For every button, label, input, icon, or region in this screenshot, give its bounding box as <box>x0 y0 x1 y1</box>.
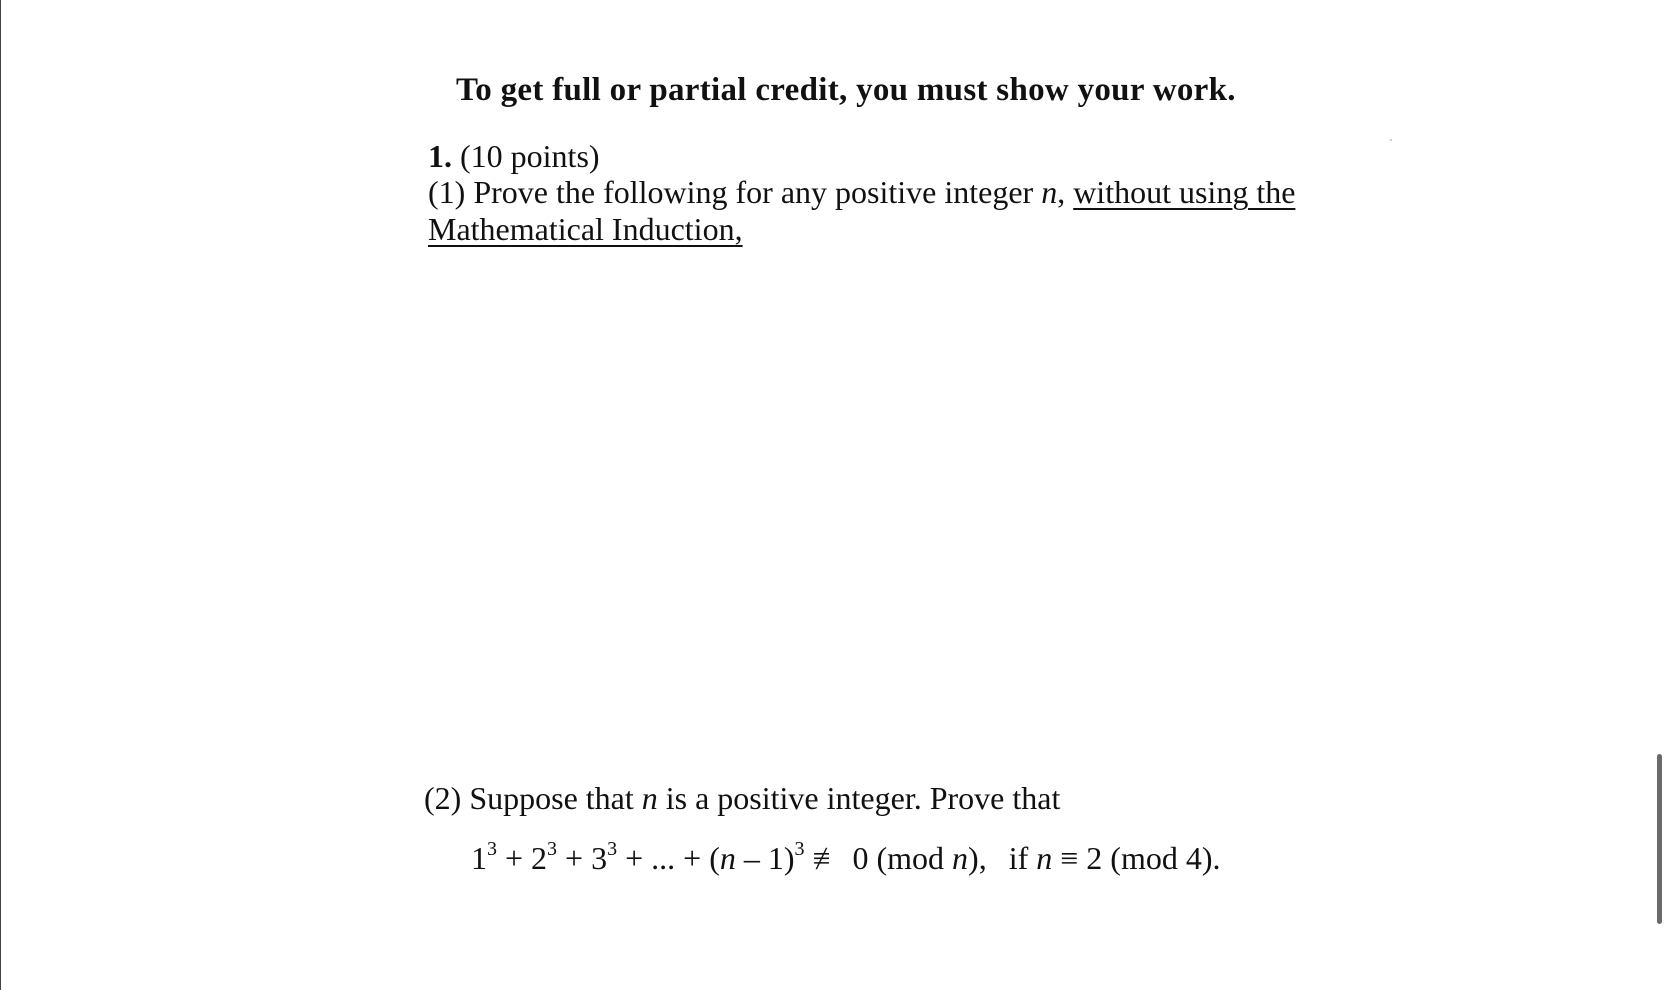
variable-n: n <box>1041 174 1058 210</box>
open-paren: ( <box>709 840 720 876</box>
scrollbar-thumb[interactable] <box>1657 754 1662 924</box>
question-1-part-1 <box>428 174 1328 248</box>
term-1-exponent: 3 <box>487 838 497 860</box>
term-2-base: 2 <box>531 840 548 876</box>
last-term-exponent: 3 <box>794 838 805 860</box>
mod-4: (mod 4). <box>1110 840 1221 876</box>
variable-n: n <box>641 780 658 816</box>
question-1-part-2 <box>424 780 1060 817</box>
comma: , <box>1057 174 1066 210</box>
if-word: if <box>1008 840 1029 876</box>
underlined-phrase-1: without using the <box>1073 174 1296 210</box>
underlined-phrase-2: Mathematical Induction <box>428 211 735 247</box>
congruent-symbol: ≡ <box>1060 840 1079 876</box>
question-number: 1. <box>428 138 452 174</box>
stray-dot <box>1390 139 1392 141</box>
comma: , <box>978 840 987 876</box>
trailing-comma: , <box>734 211 743 247</box>
variable-n: n <box>952 840 969 876</box>
plus-sign: + <box>625 840 644 876</box>
term-3-base: 3 <box>591 840 608 876</box>
question-points: (10 points) <box>460 138 600 174</box>
two: 2 <box>1086 840 1103 876</box>
ellipsis: ... <box>651 840 676 876</box>
part-2-text-1: Suppose that <box>469 780 634 816</box>
question-1-title <box>428 138 600 175</box>
congruence-formula <box>471 840 1221 877</box>
mod-close: ) <box>968 840 979 876</box>
page-heading: To get full or partial credit, you must show your work. <box>456 72 1236 108</box>
variable-n: n <box>1036 840 1053 876</box>
term-3-exponent: 3 <box>607 838 618 860</box>
term-1-base: 1 <box>471 840 487 876</box>
term-2-exponent: 3 <box>547 838 558 860</box>
not-congruent-symbol: ≢ <box>812 840 845 876</box>
plus-sign: + <box>683 840 702 876</box>
part-2-label: (2) <box>424 780 462 816</box>
part-2-text-2: is a positive integer. Prove that <box>665 780 1061 816</box>
mod-open: (mod <box>876 840 945 876</box>
part-1-label: (1) <box>428 174 466 210</box>
variable-n: n <box>719 840 736 876</box>
plus-sign: + <box>505 840 524 876</box>
part-1-text: Prove the following for any positive integer <box>473 174 1034 210</box>
plus-sign: + <box>565 840 584 876</box>
zero: 0 <box>852 840 869 876</box>
minus-one: – 1) <box>735 840 795 876</box>
